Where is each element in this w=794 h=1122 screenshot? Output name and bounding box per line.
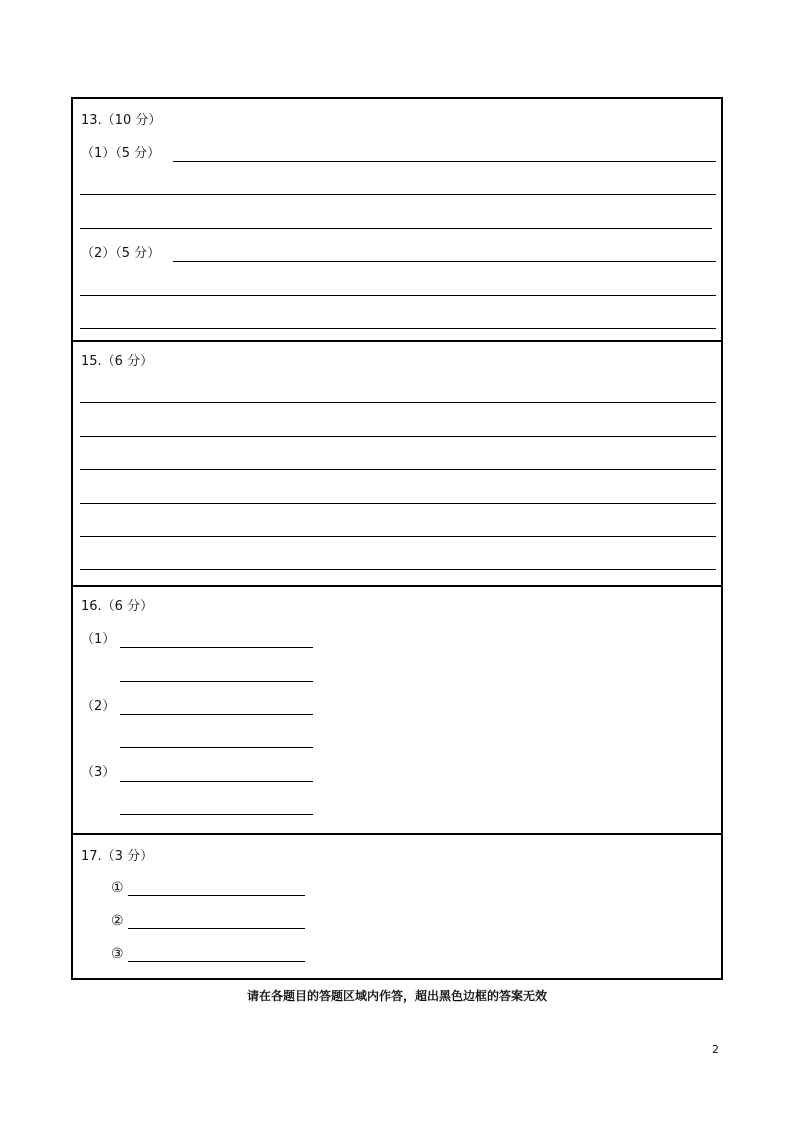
- answer-line[interactable]: [80, 536, 716, 537]
- question-16-part-1-label: （1）: [81, 632, 116, 647]
- answer-line[interactable]: [120, 681, 313, 682]
- question-17-item-3-marker: ③: [111, 946, 124, 962]
- answer-line[interactable]: [128, 961, 305, 962]
- answer-area-notice: 请在各题目的答题区域内作答，超出黑色边框的答案无效: [246, 989, 547, 1003]
- answer-line[interactable]: [80, 436, 716, 437]
- question-16-part-3-label: （3）: [81, 765, 116, 780]
- answer-line[interactable]: [128, 928, 305, 929]
- question-16-part-2-label: （2）: [81, 699, 116, 714]
- answer-line[interactable]: [128, 895, 305, 896]
- question-17-item-2-marker: ②: [111, 913, 124, 929]
- answer-line[interactable]: [80, 569, 716, 570]
- question-17-title: 17.（3 分）: [81, 849, 154, 864]
- answer-line[interactable]: [80, 469, 716, 470]
- answer-sheet-frame: [71, 97, 723, 980]
- answer-line[interactable]: [120, 814, 313, 815]
- question-15-title: 15.（6 分）: [81, 354, 154, 369]
- question-17-item-1-marker: ①: [111, 880, 124, 896]
- answer-line[interactable]: [173, 261, 716, 262]
- question-13-part-1-label: （1）（5 分）: [81, 146, 161, 161]
- answer-line[interactable]: [173, 161, 716, 162]
- question-15-section: [73, 340, 721, 587]
- answer-line[interactable]: [80, 295, 716, 296]
- answer-line[interactable]: [80, 228, 712, 229]
- question-16-section: [73, 585, 721, 835]
- answer-line[interactable]: [80, 194, 716, 195]
- answer-line[interactable]: [120, 714, 313, 715]
- question-17-section: [73, 833, 721, 978]
- answer-line[interactable]: [80, 402, 716, 403]
- answer-line[interactable]: [120, 647, 313, 648]
- answer-line[interactable]: [80, 328, 716, 329]
- question-13-part-2-label: （2）（5 分）: [81, 246, 161, 261]
- answer-line[interactable]: [120, 781, 313, 782]
- question-16-title: 16.（6 分）: [81, 599, 154, 614]
- answer-line[interactable]: [120, 747, 313, 748]
- question-13-title: 13.（10 分）: [81, 113, 162, 128]
- answer-line[interactable]: [80, 503, 716, 504]
- question-13-section: [73, 99, 721, 342]
- page-number: 2: [712, 1043, 719, 1056]
